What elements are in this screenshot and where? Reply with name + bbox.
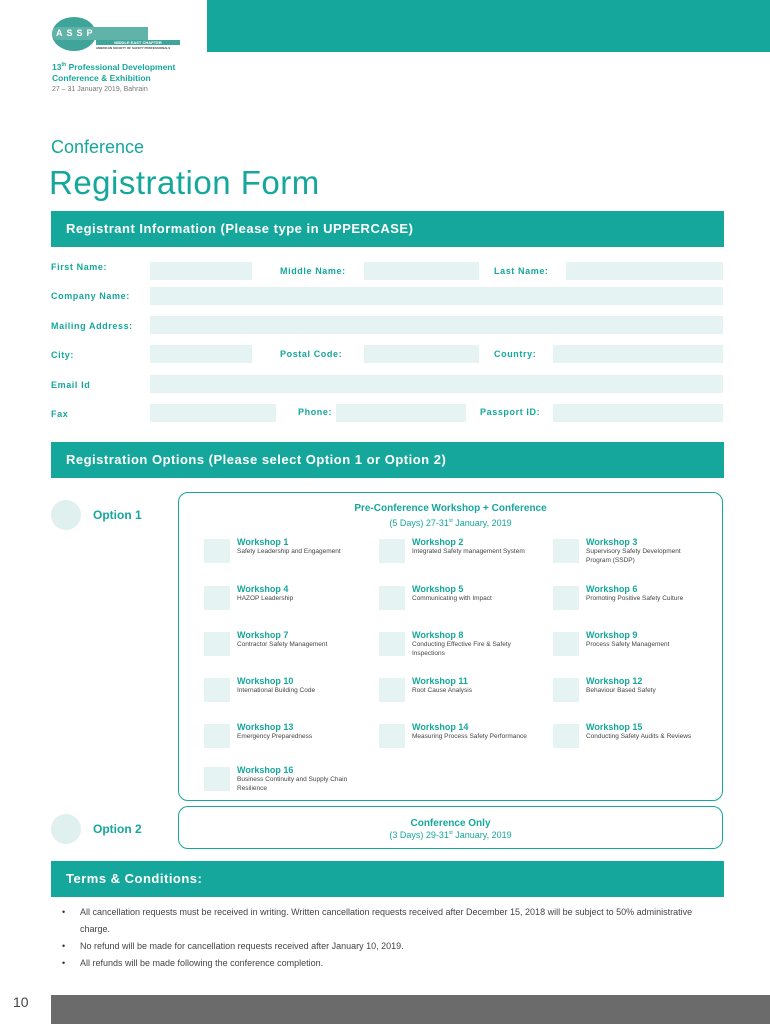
workshop-title: Workshop 3 [586, 537, 638, 547]
workshop-checkbox[interactable] [379, 724, 405, 748]
workshop-option [553, 722, 723, 762]
workshop-checkbox[interactable] [553, 678, 579, 702]
option1-label: Option 1 [93, 508, 142, 522]
workshop-description: Integrated Safety management System [412, 548, 525, 555]
workshop-title: Workshop 7 [237, 630, 289, 640]
fax-label: Fax [51, 409, 69, 419]
conference-label: Conference [51, 137, 145, 157]
option1-title: Pre-Conference Workshop + Conference [354, 503, 547, 514]
workshop-description: Communicating with Impact [412, 595, 492, 602]
workshop-checkbox[interactable] [204, 539, 230, 563]
workshop-description: International Building Code [237, 687, 316, 694]
passport-label: Passport ID: [480, 407, 541, 417]
city-label: City: [51, 350, 74, 360]
terms-section-header: Terms & Conditions: [51, 861, 724, 897]
workshop-option [204, 584, 374, 624]
header-accent-band [207, 0, 770, 52]
footer-bar [51, 995, 770, 1024]
logo-letters: ASSP [56, 28, 97, 38]
terms-list [62, 904, 702, 972]
option1-radio[interactable] [51, 500, 81, 530]
assp-logo [52, 15, 180, 55]
mailing-address-label: Mailing Address: [51, 321, 133, 331]
page-number: 10 [13, 994, 29, 1010]
workshop-option [204, 722, 374, 762]
country-field[interactable] [553, 345, 723, 363]
company-name-label: Company Name: [51, 291, 130, 301]
fax-field[interactable] [150, 404, 276, 422]
phone-label: Phone: [298, 407, 333, 417]
workshop-title: Workshop 11 [412, 676, 468, 686]
workshop-checkbox[interactable] [379, 586, 405, 610]
first-name-field[interactable] [150, 262, 252, 280]
terms-item: • All refunds will be made following the conference completion. [62, 955, 702, 972]
country-label: Country: [494, 349, 537, 359]
workshop-option [379, 630, 549, 670]
workshop-title: Workshop 10 [237, 676, 294, 686]
workshop-checkbox[interactable] [379, 678, 405, 702]
workshop-title: Workshop 6 [586, 584, 638, 594]
page-title: Registration Form [49, 164, 320, 201]
workshop-option [379, 584, 549, 624]
workshop-title: Workshop 15 [586, 722, 643, 732]
workshop-checkbox[interactable] [379, 539, 405, 563]
workshop-description: HAZOP Leadership [237, 595, 294, 602]
option2-title: Conference Only [410, 818, 491, 829]
workshop-description: Promoting Positive Safety Culture [586, 595, 684, 602]
workshop-option [379, 676, 549, 716]
terms-item: • No refund will be made for cancellation requests received after January 10, 2019. [62, 938, 702, 955]
workshop-description: Conducting Effective Fire & Safety Inspections [412, 641, 511, 657]
workshop-option [379, 722, 549, 762]
workshop-option [553, 537, 723, 577]
middle-name-label: Middle Name: [280, 266, 346, 276]
workshop-title: Workshop 1 [237, 537, 289, 547]
workshop-description: Root Cause Analysis [412, 687, 472, 694]
workshop-title: Workshop 8 [412, 630, 464, 640]
workshop-option [553, 630, 723, 670]
workshop-checkbox[interactable] [204, 767, 230, 791]
logo-chapter: MIDDLE EAST CHAPTER [96, 40, 180, 45]
last-name-label: Last Name: [494, 266, 549, 276]
workshop-option [204, 630, 374, 670]
event-date: 27 – 31 January 2019, Bahrain [52, 86, 148, 93]
workshop-description: Supervisory Safety Development Program (SSDP) [586, 548, 681, 564]
option2-radio[interactable] [51, 814, 81, 844]
first-name-label: First Name: [51, 262, 108, 272]
workshop-checkbox[interactable] [553, 586, 579, 610]
registrant-section-header: Registrant Information (Please type in UPPERCASE) [51, 211, 724, 247]
workshop-description: Conducting Safety Audits & Reviews [586, 733, 692, 740]
terms-item: • All cancellation requests must be received in writing. Written cancellation requests received after December 15, 2018 will be subject to 50% administrative charge. [62, 904, 702, 938]
workshop-title: Workshop 13 [237, 722, 294, 732]
passport-field[interactable] [553, 404, 723, 422]
workshop-title: Workshop 12 [586, 676, 643, 686]
workshop-option [204, 537, 374, 577]
option2-dates: (3 Days) 29-31st January, 2019 [389, 830, 512, 840]
workshop-checkbox[interactable] [204, 724, 230, 748]
postal-code-label: Postal Code: [280, 349, 343, 359]
last-name-field[interactable] [566, 262, 723, 280]
phone-field[interactable] [336, 404, 466, 422]
workshop-option [204, 765, 374, 805]
option2-label: Option 2 [93, 822, 142, 836]
event-title: 13th Professional Development Conference & Exhibition [52, 61, 176, 83]
workshop-checkbox[interactable] [553, 632, 579, 656]
logo-society: AMERICAN SOCIETY OF SAFETY PROFESSIONALS [96, 46, 171, 50]
workshop-option [379, 537, 549, 577]
workshop-checkbox[interactable] [553, 539, 579, 563]
option2-panel [178, 806, 723, 849]
workshop-title: Workshop 14 [412, 722, 469, 732]
workshop-title: Workshop 16 [237, 765, 294, 775]
workshop-description: Safety Leadership and Engagement [237, 548, 341, 555]
workshop-title: Workshop 4 [237, 584, 289, 594]
workshop-option [553, 584, 723, 624]
workshop-checkbox[interactable] [553, 724, 579, 748]
email-label: Email Id [51, 380, 91, 390]
workshop-description: Contractor Safety Management [237, 641, 328, 648]
middle-name-field[interactable] [364, 262, 479, 280]
company-name-field[interactable] [150, 287, 723, 305]
workshop-checkbox[interactable] [204, 586, 230, 610]
options-section-header: Registration Options (Please select Option 1 or Option 2) [51, 442, 724, 478]
workshop-checkbox[interactable] [204, 678, 230, 702]
city-field[interactable] [150, 345, 252, 363]
workshop-checkbox[interactable] [379, 632, 405, 656]
email-field[interactable] [150, 375, 723, 393]
workshop-description: Business Continuity and Supply Chain Resilience [237, 776, 348, 792]
workshop-description: Behaviour Based Safety [586, 687, 656, 694]
workshop-description: Measuring Process Safety Performance [412, 733, 527, 740]
workshop-description: Process Safety Management [586, 641, 670, 648]
workshop-title: Workshop 2 [412, 537, 464, 547]
postal-code-field[interactable] [364, 345, 479, 363]
mailing-address-field[interactable] [150, 316, 723, 334]
workshop-title: Workshop 5 [412, 584, 464, 594]
option1-dates: (5 Days) 27-31st January, 2019 [389, 518, 512, 528]
workshop-option [204, 676, 374, 716]
workshop-title: Workshop 9 [586, 630, 638, 640]
workshop-option [553, 676, 723, 716]
workshop-checkbox[interactable] [204, 632, 230, 656]
workshop-description: Emergency Preparedness [237, 733, 313, 740]
